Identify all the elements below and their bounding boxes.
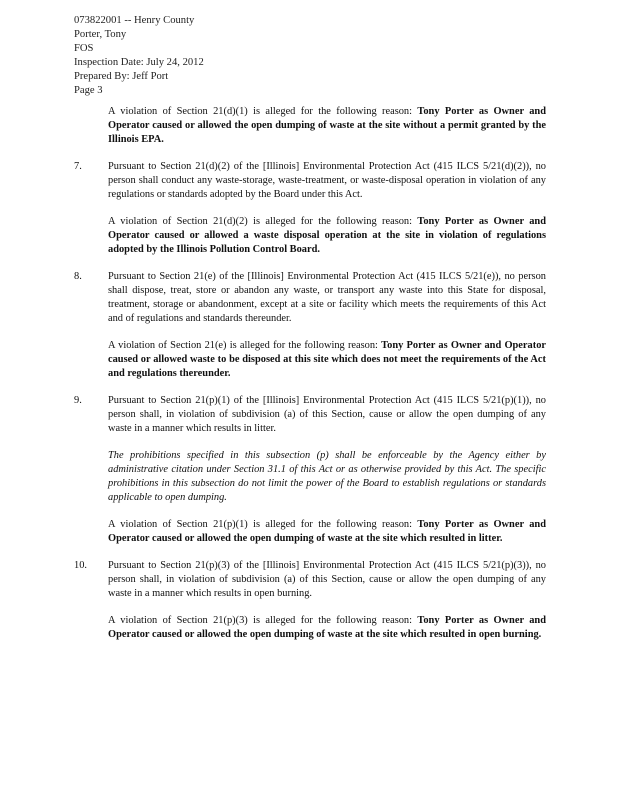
violation-text: A violation of Section 21(d)(2) is alleged for the following reason:: [108, 216, 418, 227]
page-header: [74, 14, 204, 98]
statute-paragraph: Pursuant to Section 21(p)(1) of the [Illinois] Environmental Protection Act (415 ILCS 5/21(p)(1)), no person shall, in violation of subdivision (a) of this Section, cause or allow the open dumping of any waste in a manner which results in litter.: [108, 395, 546, 434]
list-item: [74, 394, 546, 546]
document-body: [74, 105, 546, 655]
case-line: 073822001 -- Henry County: [74, 15, 195, 26]
item-number: 7.: [74, 161, 82, 172]
violation-bold-text: Tony Porter as Owner and Operator caused or allowed the open dumping of waste at the site which resulted in open burning.: [108, 615, 546, 640]
statute-paragraph: Pursuant to Section 21(p)(3) of the [Illinois] Environmental Protection Act (415 ILCS 5/21(p)(3)), no person shall, in violation of subdivision (a) of this Section, cause or allow the open dumping of any waste in a manner which results in open burning.: [108, 560, 546, 599]
violation-paragraph: [108, 518, 546, 546]
page-number: Page 3: [74, 85, 103, 96]
statute-paragraph: Pursuant to Section 21(d)(2) of the [Illinois] Environmental Protection Act (415 ILCS 5/21(d)(2)), no person shall conduct any waste-storage, waste-treatment, or waste-disposal operation in violation of any regulations or standards adopted by the Board under this Act.: [108, 161, 546, 200]
list-item: [74, 160, 546, 257]
violation-bold-text: Tony Porter as Owner and Operator caused or allowed waste to be disposed at this site which does not meet the requirements of the Act and regulations thereunder.: [108, 340, 546, 379]
violation-paragraph: [108, 339, 546, 381]
inspection-date: Inspection Date: July 24, 2012: [74, 57, 204, 68]
italic-note-paragraph: The prohibitions specified in this subsection (p) shall be enforceable by the Agency either by administrative citation under Section 31.1 of this Act or as otherwise provided by this Act. The specific prohibitions in this subsection do not limit the power of the Board to establish regulations or standards applicable to open dumping.: [108, 450, 546, 503]
item-number: 9.: [74, 395, 82, 406]
intro-violation-paragraph: [108, 105, 546, 147]
violation-paragraph: [108, 614, 546, 642]
violation-bold-text: Tony Porter as Owner and Operator caused or allowed the open dumping of waste at the site which resulted in litter.: [108, 519, 546, 544]
prepared-by: Prepared By: Jeff Port: [74, 71, 169, 82]
violation-text: A violation of Section 21(p)(3) is alleged for the following reason:: [108, 615, 418, 626]
item-number: 8.: [74, 271, 82, 282]
respondent-name: Porter, Tony: [74, 29, 127, 40]
document-type: FOS: [74, 43, 94, 54]
violation-paragraph: [108, 215, 546, 257]
item-number: 10.: [74, 560, 87, 571]
violation-text: A violation of Section 21(d)(1) is alleged for the following reason:: [108, 106, 418, 117]
list-item: [74, 559, 546, 642]
statute-paragraph: Pursuant to Section 21(e) of the [Illinois] Environmental Protection Act (415 ILCS 5/21(e)), no person shall dispose, treat, store or abandon any waste, or transport any waste into this State for disposal, treatment, storage or abandonment, except at a site or facility which meets the requirements of this Act and of regulations and standards thereunder.: [108, 271, 546, 324]
violation-bold-text: Tony Porter as Owner and Operator caused or allowed a waste disposal operation at the site in violation of regulations adopted by the Illinois Pollution Control Board.: [108, 216, 546, 255]
list-item: [74, 270, 546, 381]
violation-bold-text: Tony Porter as Owner and Operator caused or allowed the open dumping of waste at the site without a permit granted by the Illinois EPA.: [108, 106, 546, 145]
violation-text: A violation of Section 21(e) is alleged for the following reason:: [108, 340, 382, 351]
violation-text: A violation of Section 21(p)(1) is alleged for the following reason:: [108, 519, 418, 530]
